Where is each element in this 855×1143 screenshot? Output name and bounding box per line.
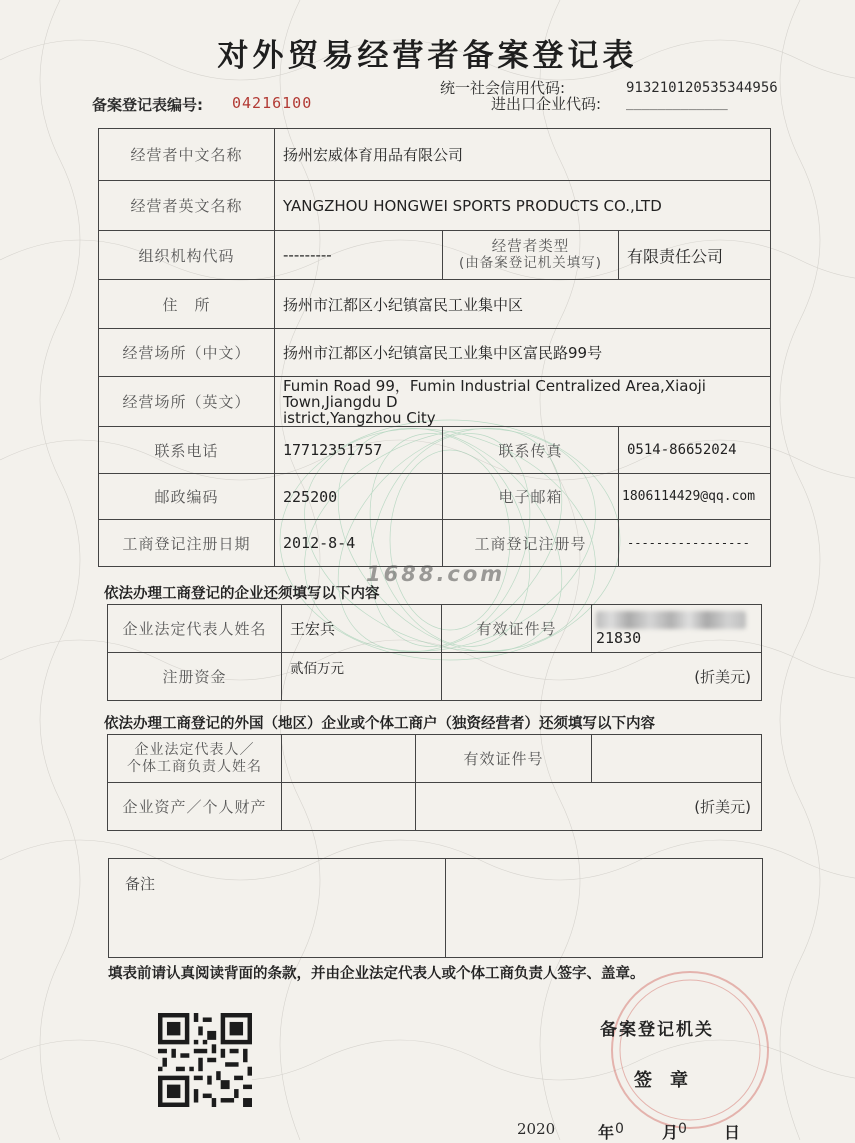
section2-table [107, 734, 761, 830]
operator-type-label-line2: (由备案登记机关填写) [458, 255, 603, 271]
section1-table [107, 604, 761, 700]
section1-heading: 依法办理工商登记的企业还须填写以下内容 [104, 586, 380, 602]
premises-en-value [275, 377, 771, 427]
premises-cn-value: 扬州市江都区小纪镇富民工业集中区富民路99号 [275, 329, 771, 377]
phone-value: 17712351757 [275, 427, 443, 474]
capital-value: 贰佰万元 [282, 653, 442, 701]
phone-label: 联系电话 [99, 427, 275, 474]
foreign-id-label: 有效证件号 [416, 735, 592, 783]
foreign-rep-value [282, 735, 416, 783]
cn-name-value: 扬州宏威体育用品有限公司 [275, 129, 771, 181]
en-name-value: YANGZHOU HONGWEI SPORTS PRODUCTS CO.,LTD [275, 181, 771, 231]
assets-value [282, 783, 416, 831]
site-watermark: 1688.com [366, 562, 506, 586]
residence-label: 住 所 [99, 280, 275, 329]
qr-code-icon [158, 1013, 252, 1107]
reg-number-value: ----------------- [619, 520, 771, 567]
en-name-label: 经营者英文名称 [99, 181, 275, 231]
fax-label: 联系传真 [443, 427, 619, 474]
operator-type-label-line1: 经营者类型 [491, 239, 570, 255]
premises-en-value-line2: istrict,Yangzhou City [283, 408, 436, 427]
org-code-value: --------- [275, 231, 443, 280]
authority-label: 备案登记机关 [600, 1020, 714, 1040]
capital-usd-note: (折美元) [442, 653, 762, 701]
premises-cn-label: 经营场所（中文） [99, 329, 275, 377]
credit-code-value: 913210120535344956 [626, 80, 778, 96]
document-title: 对外贸易经营者备案登记表 [217, 38, 638, 74]
foreign-rep-label-line1: 企业法定代表人／ [134, 741, 255, 758]
main-info-table [98, 128, 770, 566]
legal-rep-label: 企业法定代表人姓名 [108, 605, 282, 653]
postcode-label: 邮政编码 [99, 474, 275, 520]
footer-notice: 填表前请认真阅读背面的条款，并由企业法定代表人或个体工商负责人签字、盖章。 [108, 966, 645, 982]
email-value: 1806114429@qq.com [619, 474, 771, 520]
official-seal-stamp [612, 972, 768, 1128]
capital-label: 注册资金 [108, 653, 282, 701]
reg-number-label: 工商登记注册号 [443, 520, 619, 567]
residence-value: 扬州市江都区小纪镇富民工业集中区 [275, 280, 771, 329]
legal-rep-value: 王宏兵 [282, 605, 442, 653]
id-number-value [592, 605, 762, 653]
customs-code-value: _____________ [626, 96, 728, 111]
foreign-id-value [592, 735, 762, 783]
premises-en-label: 经营场所（英文） [99, 377, 275, 427]
operator-type-label [443, 231, 619, 280]
operator-type-value: 有限责任公司 [619, 231, 771, 280]
record-number-value: 04216100 [232, 94, 313, 112]
id-number-label: 有效证件号 [442, 605, 592, 653]
assets-usd-note: (折美元) [416, 783, 762, 831]
email-label: 电子邮箱 [443, 474, 619, 520]
record-number-label: 备案登记表编号: [92, 96, 203, 114]
foreign-rep-label [108, 735, 282, 783]
section2-heading: 依法办理工商登记的外国（地区）企业或个体工商户（独资经营者）还须填写以下内容 [104, 716, 655, 732]
date-year-char: 年 [598, 1123, 615, 1142]
reg-date-value: 2012-8-4 [275, 520, 443, 567]
id-number-suffix: 21830 [596, 628, 642, 647]
date-year: 2020 [517, 1120, 556, 1138]
foreign-rep-label-line2: 个体工商负责人姓名 [127, 758, 262, 775]
remarks-label: 备注 [109, 859, 446, 958]
remarks-value [446, 859, 763, 958]
fax-value: 0514-86652024 [619, 427, 771, 474]
seal-label: 签 章 [634, 1070, 688, 1091]
credit-code-label: 统一社会信用代码: [440, 79, 566, 97]
date-day-char: 日 [724, 1123, 741, 1142]
cn-name-label: 经营者中文名称 [99, 129, 275, 181]
premises-en-value-line1: Fumin Road 99，Fumin Industrial Centralized Area,Xiaoji Town,Jiangdu D [283, 376, 706, 411]
postcode-value: 225200 [275, 474, 443, 520]
date-month-digit: 0 [615, 1121, 624, 1137]
redacted-id-blur [596, 611, 746, 629]
remarks-table [108, 858, 762, 958]
date-month-char: 月 [662, 1123, 679, 1142]
date-month-digit-2: 0 [678, 1121, 687, 1137]
org-code-label: 组织机构代码 [99, 231, 275, 280]
assets-label: 企业资产／个人财产 [108, 783, 282, 831]
reg-date-label: 工商登记注册日期 [99, 520, 275, 567]
customs-code-label: 进出口企业代码: [491, 95, 602, 113]
